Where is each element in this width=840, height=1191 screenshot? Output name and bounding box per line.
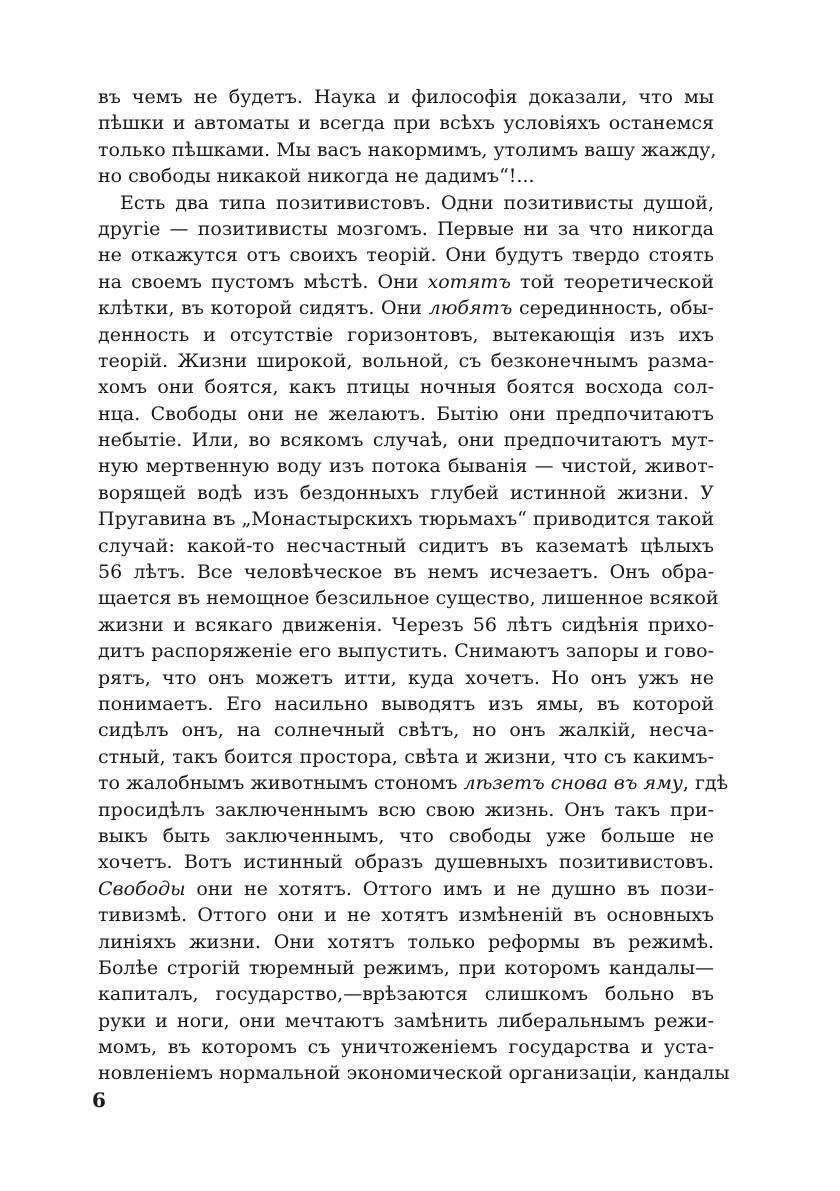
text-line: на своемъ пустомъ мѣстѣ. Они хотятъ той теоретической: [98, 270, 714, 293]
text-line: то жалобнымъ животнымъ стономъ лѣзетъ снова въ яму, гдѣ: [98, 772, 729, 795]
text-line: другіе — позитивисты мозгомъ. Первые ни за что никогда: [98, 217, 714, 240]
text-line: Пругавина въ „Монастырскихъ тюрьмахъ“ приводится такой: [98, 508, 714, 531]
text-line: Болѣе строгій тюремный режимъ, при которомъ кандалы—: [98, 956, 714, 979]
emphasis-text: лѣзетъ снова въ яму: [463, 772, 683, 795]
text-line: только пѣшками. Мы васъ накормимъ, утолимъ вашу жажду,: [98, 138, 717, 161]
paragraph-first-line: Есть два типа позитивистовъ. Одни позитивисты душой,: [120, 191, 714, 214]
text-line: денность и отсутствіе горизонтовъ, вытекающія изъ ихъ: [98, 323, 714, 346]
text-line: но свободы никакой никогда не дадимъ“!...: [98, 165, 535, 188]
text-line: не откажутся отъ своихъ теорій. Они будутъ твердо стоять: [98, 244, 714, 267]
text-line: хочетъ. Вотъ истинный образъ душевныхъ позитивистовъ.: [98, 851, 714, 874]
text-line: Свободы они не хотятъ. Оттого имъ и не душно въ пози-: [98, 877, 714, 900]
text-line: 56 лѣтъ. Все человѣческое въ немъ исчезаетъ. Онъ обра-: [98, 561, 714, 584]
text-line: руки и ноги, они мечтаютъ замѣнить либеральнымъ режи-: [98, 1009, 714, 1032]
text-line: новленіемъ нормальной экономической организаціи, кандалы: [98, 1062, 730, 1085]
text-line: небытіе. Или, во всякомъ случаѣ, они предпочитаютъ мут-: [98, 429, 714, 452]
emphasis-text: Свободы: [98, 877, 186, 900]
emphasis-text: хотятъ: [427, 270, 511, 293]
text-line: сидѣлъ онъ, на солнечный свѣтъ, но онъ жалкій, несча-: [98, 719, 714, 742]
text-line: момъ, въ которомъ съ уничтоженіемъ государства и уста-: [98, 1036, 714, 1059]
emphasis-text: любятъ: [428, 297, 513, 320]
text-line: жизни и всякаго движенія. Черезъ 56 лѣтъ сидѣнія прихо-: [98, 613, 714, 636]
text-line: пѣшки и автоматы и всегда при всѣхъ условіяхъ останемся: [98, 112, 714, 135]
text-line: стный, такъ боится простора, свѣта и жизни, что съ какимъ-: [98, 745, 714, 768]
text-line: тивизмѣ. Оттого они и не хотятъ измѣненій въ основныхъ: [98, 904, 714, 927]
text-line: клѣтки, въ которой сидятъ. Они любятъ серединность, обы-: [98, 297, 714, 320]
text-line: ворящей водѣ изъ бездонныхъ глубей истинной жизни. У: [98, 481, 714, 504]
text-line: дитъ распоряженіе его выпустить. Снимаютъ запоры и гово-: [98, 640, 714, 663]
text-line: просидѣлъ заключеннымъ всю свою жизнь. Онъ такъ при-: [98, 798, 714, 821]
text-line: капиталъ, государство,—врѣзаются слишкомъ больно въ: [98, 983, 714, 1006]
text-line: понимаетъ. Его насильно выводятъ изъ ямы, въ которой: [98, 692, 714, 715]
text-line: выкъ быть заключеннымъ, что свободы уже больше не: [98, 824, 714, 847]
text-line: рятъ, что онъ можетъ итти, куда хочетъ. Но онъ ужъ не: [98, 666, 714, 689]
text-line: нца. Свободы они не желаютъ. Бытію они предпочитаютъ: [98, 402, 714, 425]
text-line: линіяхъ жизни. Они хотятъ только реформы въ режимѣ.: [98, 930, 714, 953]
text-line: въ чемъ не будетъ. Наука и философія доказали, что мы: [98, 86, 714, 108]
text-line: хомъ они боятся, какъ птицы ночныя боятся восхода сол-: [98, 376, 714, 399]
text-line: ную мертвенную воду изъ потока быванія — чистой, живот-: [98, 455, 714, 478]
body-text: [98, 84, 730, 1087]
text-line: теорій. Жизни широкой, вольной, съ безконечнымъ разма-: [98, 349, 714, 372]
text-line: щается въ немощное безсильное существо, лишенное всякой: [98, 587, 719, 610]
text-line: случай: какой-то несчастный сидитъ въ казематѣ цѣлыхъ: [98, 534, 714, 557]
printer-signature-mark: 6: [92, 1088, 106, 1112]
